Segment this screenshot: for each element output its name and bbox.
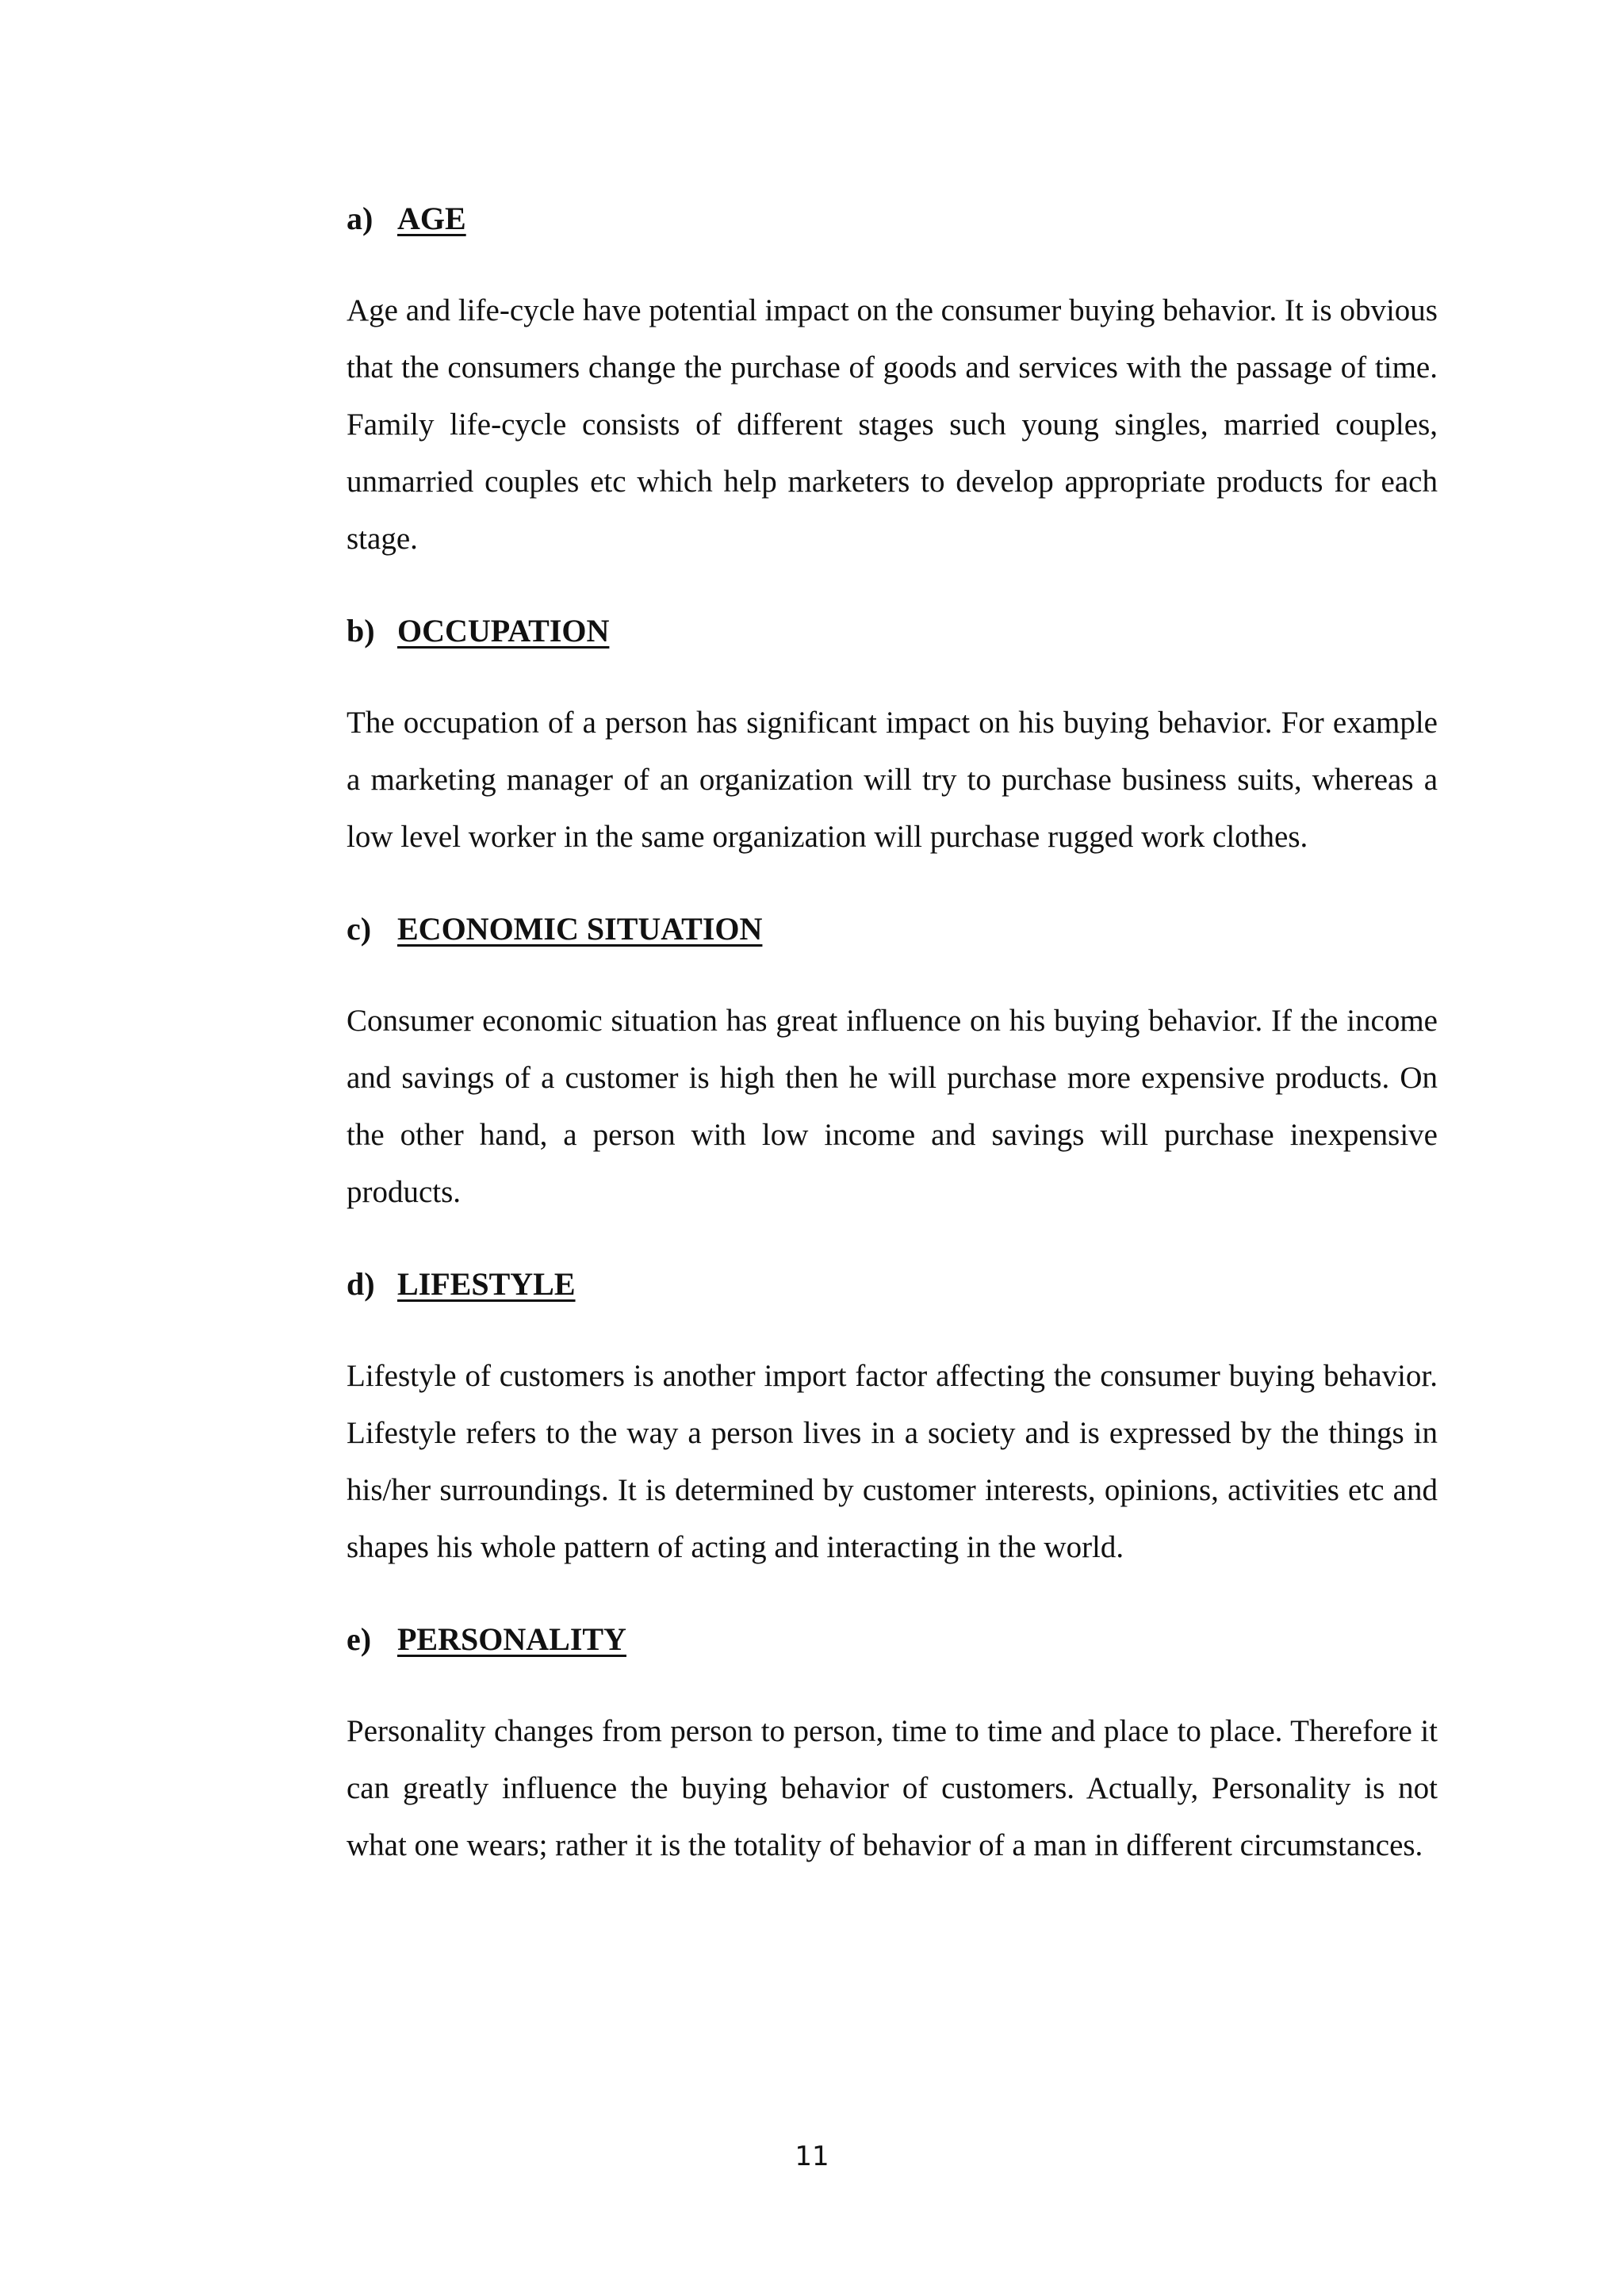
section-heading (347, 1256, 1438, 1313)
section-heading (347, 190, 1438, 247)
section-personality (347, 1611, 1438, 1874)
section-lifestyle (347, 1256, 1438, 1576)
section-title: OCCUPATION (397, 613, 610, 649)
section-body: Personality changes from person to person, time to time and place to place. Therefore it can greatly influence the buying behavior of customers. Actually, Personality is not what one wears; rather it is the totality of behavior of a man in different circumstances. (347, 1714, 1438, 1862)
section-body: Consumer economic situation has great influence on his buying behavior. If the income and savings of a customer is high then he will purchase more expensive products. On the other hand, a person with low income and savings will purchase inexpensive products. (347, 1004, 1438, 1209)
section-title: ECONOMIC SITUATION (397, 911, 763, 947)
section-body: Lifestyle of customers is another import factor affecting the consumer buying behavior. Lifestyle refers to the way a person lives in a society and is expressed by the things in his/her surroundings. It is determined by customer interests, opinions, activities etc and shapes his whole pattern of acting and interacting in the world. (347, 1359, 1438, 1564)
section-body: The occupation of a person has significant impact on his buying behavior. For example a marketing manager of an organization will try to purchase business suits, whereas a low level worker in the same organization will purchase rugged work clothes. (347, 706, 1438, 854)
section-heading (347, 603, 1438, 660)
section-occupation (347, 603, 1438, 866)
section-title: PERSONALITY (397, 1621, 626, 1657)
section-marker: d) (347, 1266, 375, 1302)
section-marker: b) (347, 613, 375, 649)
section-heading (347, 1611, 1438, 1668)
section-body: Age and life-cycle have potential impact on the consumer buying behavior. It is obvious that the consumers change the purchase of goods and services with the passage of time. Family life-cycle consists of different stages such young singles, married couples, unmarried couples etc which help marketers to develop appropriate products for each stage. (347, 293, 1438, 556)
section-title: AGE (397, 201, 466, 236)
page-content (347, 190, 1438, 1909)
section-age (347, 190, 1438, 568)
section-title: LIFESTYLE (397, 1266, 576, 1302)
section-heading (347, 901, 1438, 958)
section-marker: a) (347, 201, 373, 236)
section-marker: e) (347, 1621, 372, 1657)
section-marker: c) (347, 911, 372, 947)
page-number: 11 (795, 2141, 829, 2172)
section-economic-situation (347, 901, 1438, 1221)
